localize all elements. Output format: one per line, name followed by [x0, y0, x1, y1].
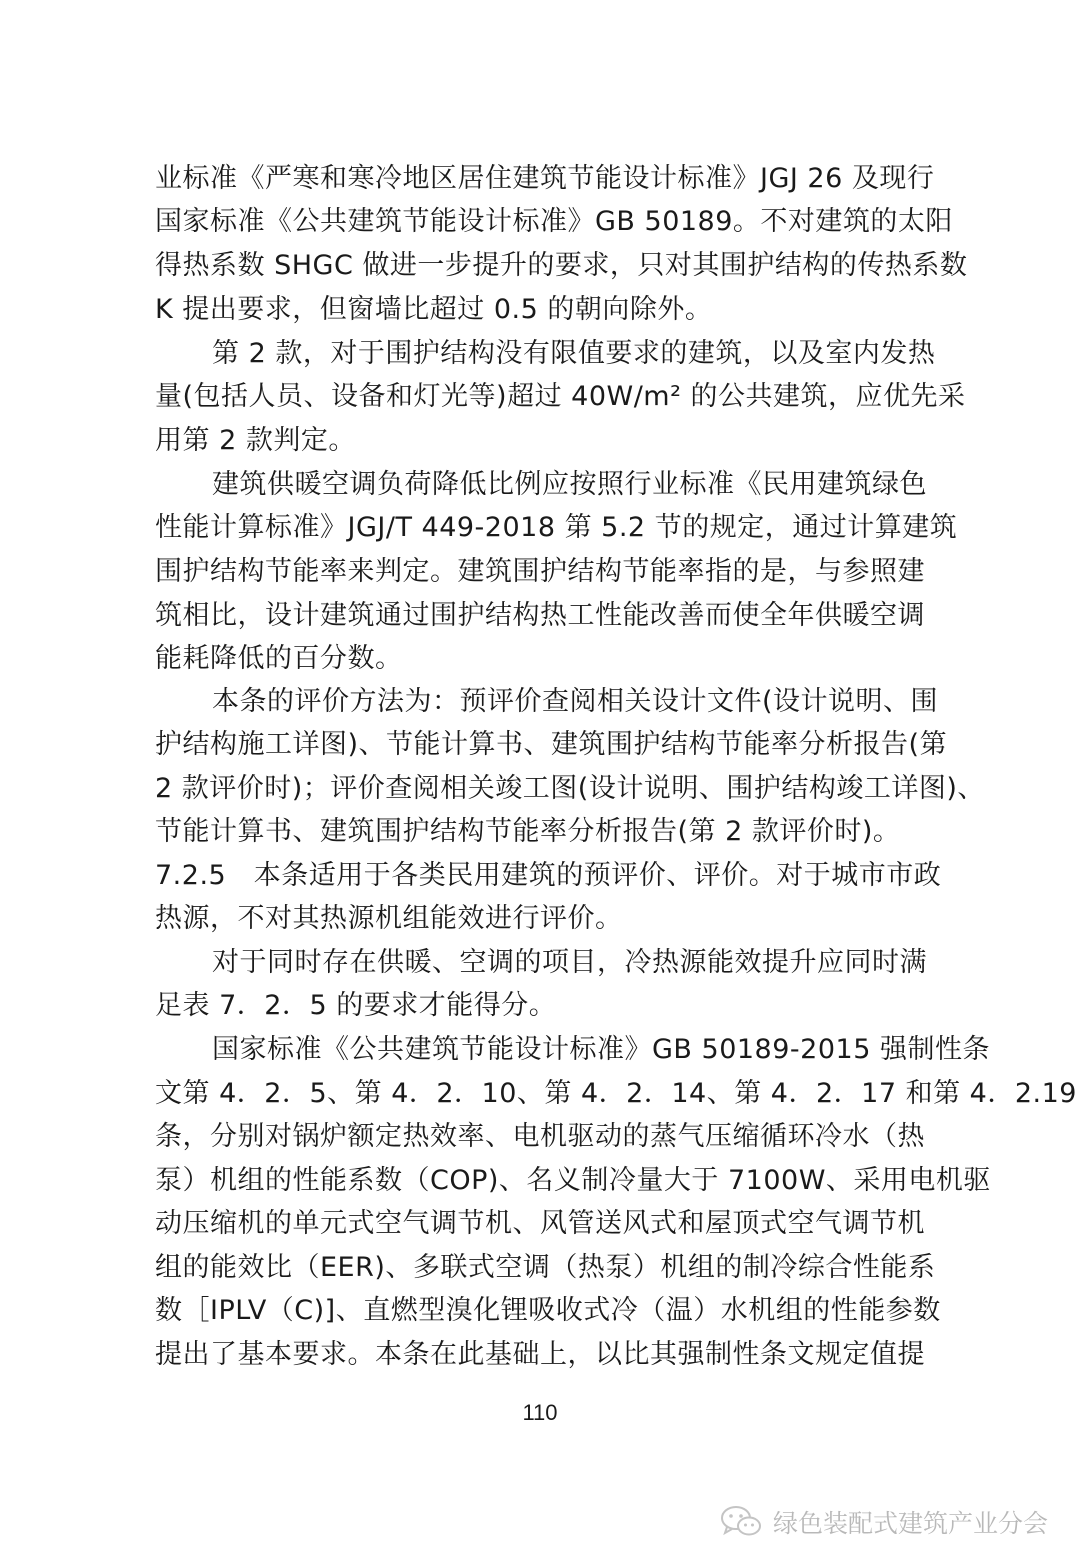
body-line-18: 热源，不对其热源机组能效进行评价。	[155, 903, 623, 934]
body-line-11: 筑相比，设计建筑通过围护结构热工性能改善而使全年供暖空调	[155, 600, 925, 631]
body-line-24: 泵）机组的性能系数（COP)、名义制冷量大于 7100W、采用电机驱	[155, 1165, 991, 1196]
watermark	[719, 1500, 1048, 1544]
body-line-3: 得热系数 SHGC 做进一步提升的要求，只对其围护结构的传热系数	[155, 250, 968, 281]
body-line-8: 建筑供暖空调负荷降低比例应按照行业标准《民用建筑绿色	[212, 469, 927, 500]
body-line-4: K 提出要求，但窗墙比超过 0.5 的朝向除外。	[155, 294, 713, 325]
body-line-12: 能耗降低的百分数。	[155, 643, 403, 674]
body-line-20: 足表 7．2．5 的要求才能得分。	[155, 990, 557, 1021]
body-line-23: 条，分别对锅炉额定热效率、电机驱动的蒸气压缩循环冷水（热	[155, 1121, 925, 1152]
body-line-9: 性能计算标准》JGJ/T 449-2018 第 5.2 节的规定，通过计算建筑	[155, 512, 958, 543]
body-line-2: 国家标准《公共建筑节能设计标准》GB 50189。不对建筑的太阳	[155, 206, 953, 237]
body-line-1: 业标准《严寒和寒冷地区居住建筑节能设计标准》JGJ 26 及现行	[155, 163, 935, 194]
body-line-13: 本条的评价方法为：预评价查阅相关设计文件(设计说明、围	[212, 686, 939, 717]
body-line-26: 组的能效比（EER)、多联式空调（热泵）机组的制冷综合性能系	[155, 1252, 936, 1283]
body-line-10: 围护结构节能率来判定。建筑围护结构节能率指的是，与参照建	[155, 556, 925, 587]
wechat-chat-bubble-icon	[719, 1504, 763, 1540]
body-line-7: 用第 2 款判定。	[155, 425, 356, 456]
body-line-25: 动压缩机的单元式空气调节机、风管送风式和屋顶式空气调节机	[155, 1208, 925, 1239]
body-line-28: 提出了基本要求。本条在此基础上，以比其强制性条文规定值提	[155, 1339, 925, 1370]
section-heading-7-2-5: 7.2.5 本条适用于各类民用建筑的预评价、评价。对于城市市政	[155, 860, 942, 891]
body-line-19: 对于同时存在供暖、空调的项目，冷热源能效提升应同时满	[212, 947, 927, 978]
body-line-16: 节能计算书、建筑围护结构节能率分析报告(第 2 款评价时)。	[155, 816, 901, 847]
body-line-6: 量(包括人员、设备和灯光等)超过 40W/m² 的公共建筑，应优先采	[155, 381, 966, 412]
body-line-5: 第 2 款，对于围护结构没有限值要求的建筑，以及室内发热	[212, 338, 936, 369]
body-line-14: 护结构施工详图)、节能计算书、建筑围护结构节能率分析报告(第	[155, 729, 948, 760]
body-line-15: 2 款评价时)；评价查阅相关竣工图(设计说明、围护结构竣工详图)、	[155, 773, 985, 804]
page-number: 110	[522, 1400, 558, 1425]
body-line-22: 文第 4．2．5、第 4．2．10、第 4．2．14、第 4．2．17 和第 4．2.19	[155, 1078, 1077, 1109]
body-line-27: 数［IPLV（C)]、直燃型溴化锂吸收式冷（温）水机组的性能参数	[155, 1295, 941, 1326]
body-line-21: 国家标准《公共建筑节能设计标准》GB 50189-2015 强制性条	[212, 1034, 990, 1065]
watermark-text: 绿色装配式建筑产业分会	[772, 1509, 1048, 1538]
